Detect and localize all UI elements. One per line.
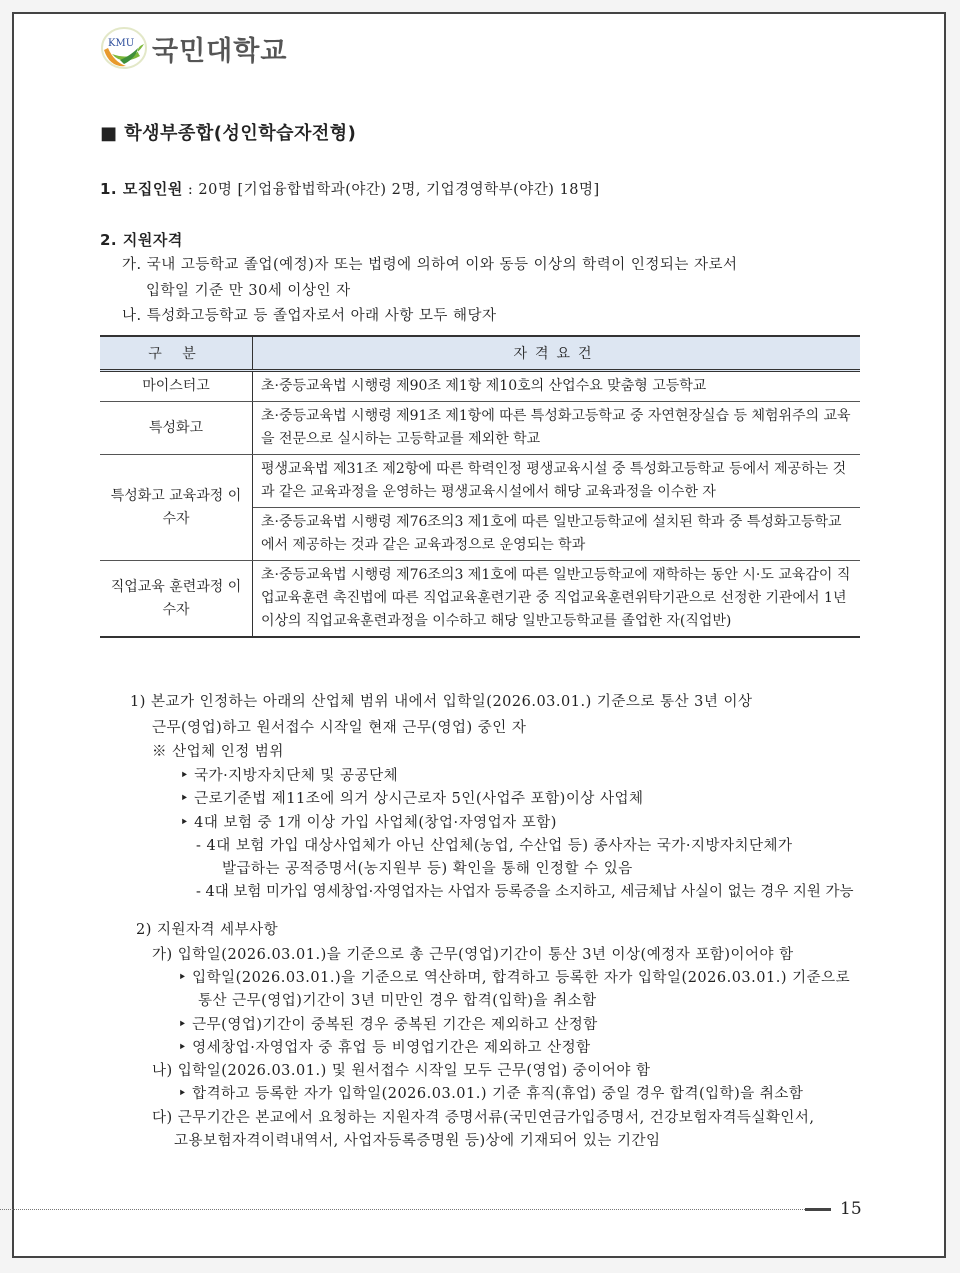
eligibility-heading: 2. 지원자격 — [100, 231, 183, 249]
footer-dash — [805, 1208, 831, 1211]
detail-line: 발급하는 공적증명서(농지원부 등) 확인을 통해 인정할 수 있음 — [222, 861, 633, 877]
detail-line: 근무(영업)하고 원서접수 시작일 현재 근무(영업) 중인 자 — [152, 720, 527, 736]
detail-line: ※ 산업체 인정 범위 — [152, 744, 284, 760]
table-row — [100, 371, 860, 402]
detail-line: ‣ 4대 보험 중 1개 이상 가입 사업체(창업·자영업자 포함) — [180, 815, 557, 831]
detail-line: ‣ 합격하고 등록한 자가 입학일(2026.03.01.) 기준 휴직(휴업) 중일 경우 합격(입학)을 취소함 — [178, 1086, 804, 1102]
table-row — [100, 402, 860, 455]
row-requirement: 초·중등교육법 시행령 제91조 제1항에 따른 특성화고등학교 중 자연현장실습 등 체험위주의 교육을 전문으로 실시하는 고등학교를 제외한 학교 — [253, 402, 861, 455]
header-requirements: 자격요건 — [253, 336, 861, 371]
detail-line: ‣ 근무(영업)기간이 중복된 경우 중복된 기간은 제외하고 산정함 — [178, 1017, 598, 1033]
detail-line: - 4대 보험 가입 대상사업체가 아닌 산업체(농업, 수산업 등) 종사자는 국가·지방자치단체가 — [196, 838, 793, 854]
detail-line: 2) 지원자격 세부사항 — [136, 922, 279, 938]
section-title: ■ 학생부종합(성인학습자전형) — [100, 123, 357, 144]
detail-line: 나) 입학일(2026.03.01.) 및 원서접수 시작일 모두 근무(영업) 중이어야 함 — [152, 1063, 651, 1079]
detail-line: - 4대 보험 미가입 영세창업·자영업자는 사업자 등록증을 소지하고, 세금체납 사실이 없는 경우 지원 가능 — [196, 884, 854, 900]
footer-dotted-rule — [0, 1209, 805, 1210]
detail-line: 1) 본교가 인정하는 아래의 산업체 범위 내에서 입학일(2026.03.01.) 기준으로 통산 3년 이상 — [130, 694, 753, 710]
recruitment-label: 1. 모집인원 — [100, 180, 183, 198]
row-category: 특성화고 — [100, 402, 253, 455]
detail-line: 다) 근무기간은 본교에서 요청하는 지원자격 증명서류(국민연금가입증명서, 건강보험자격득실확인서, — [152, 1110, 815, 1126]
recruitment-text: : 20명 [기업융합법학과(야간) 2명, 기업경영학부(야간) 18명] — [182, 182, 600, 198]
kmu-emblem-icon — [100, 26, 148, 70]
row-category: 특성화고 교육과정 이수자 — [100, 455, 253, 561]
detail-line: 가) 입학일(2026.03.01.)을 기준으로 총 근무(영업)기간이 통산 3년 이상(예정자 포함)이어야 함 — [152, 947, 794, 963]
row-requirement: 초·중등교육법 시행령 제76조의3 제1호에 따른 일반고등학교에 재학하는 동안 시·도 교육감이 직업교육훈련 촉진법에 따른 직업교육훈련기관 중 직업교육훈련위탁기관으로 선정한 기관에서 1년 이상의 직업교육훈련과정을 이수하고 해당 일반고등학교를 졸업한 자(직업반) — [253, 561, 861, 638]
row-requirement: 초·중등교육법 시행령 제76조의3 제1호에 따른 일반고등학교에 설치된 학과 중 특성화고등학교에서 제공하는 것과 같은 교육과정으로 운영되는 학과 — [253, 508, 861, 561]
row-requirement: 평생교육법 제31조 제2항에 따른 학력인정 평생교육시설 중 특성화고등학교 등에서 제공하는 것과 같은 교육과정을 운영하는 평생교육시설에서 해당 교육과정을 이수한 자 — [253, 455, 861, 508]
eligibility-ga: 가. 국내 고등학교 졸업(예정)자 또는 법령에 의하여 이와 동등 이상의 학력이 인정되는 자로서 — [122, 257, 738, 273]
university-logo — [100, 26, 287, 70]
detail-line: ‣ 근로기준법 제11조에 의거 상시근로자 5인(사업주 포함)이상 사업체 — [180, 791, 644, 807]
table-row — [100, 561, 860, 638]
detail-line: 통산 근무(영업)기간이 3년 미만인 경우 합격(입학)을 취소함 — [198, 993, 597, 1009]
row-requirement: 초·중등교육법 시행령 제90조 제1항 제10호의 산업수요 맞춤형 고등학교 — [253, 371, 861, 402]
detail-line: ‣ 입학일(2026.03.01.)을 기준으로 역산하며, 합격하고 등록한 자가 입학일(2026.03.01.) 기준으로 — [178, 970, 851, 986]
recruitment-count — [100, 179, 600, 200]
detail-line: ‣ 국가·지방자치단체 및 공공단체 — [180, 768, 399, 784]
eligibility-ga-cont: 입학일 기준 만 30세 이상인 자 — [146, 283, 351, 299]
eligibility-table — [100, 335, 860, 638]
svg-text:KMU: KMU — [108, 38, 135, 49]
detail-line: 고용보험자격이력내역서, 사업자등록증명원 등)상에 기재되어 있는 기간임 — [174, 1133, 661, 1149]
header-category: 구 분 — [100, 336, 253, 371]
university-name: 국민대학교 — [152, 35, 288, 67]
page-number: 15 — [840, 1199, 862, 1219]
row-category: 직업교육 훈련과정 이수자 — [100, 561, 253, 638]
eligibility-na: 나. 특성화고등학교 등 졸업자로서 아래 사항 모두 해당자 — [122, 308, 497, 324]
table-row — [100, 455, 860, 508]
row-category: 마이스터고 — [100, 371, 253, 402]
detail-line: ‣ 영세창업·자영업자 중 휴업 등 비영업기간은 제외하고 산정함 — [178, 1040, 591, 1056]
